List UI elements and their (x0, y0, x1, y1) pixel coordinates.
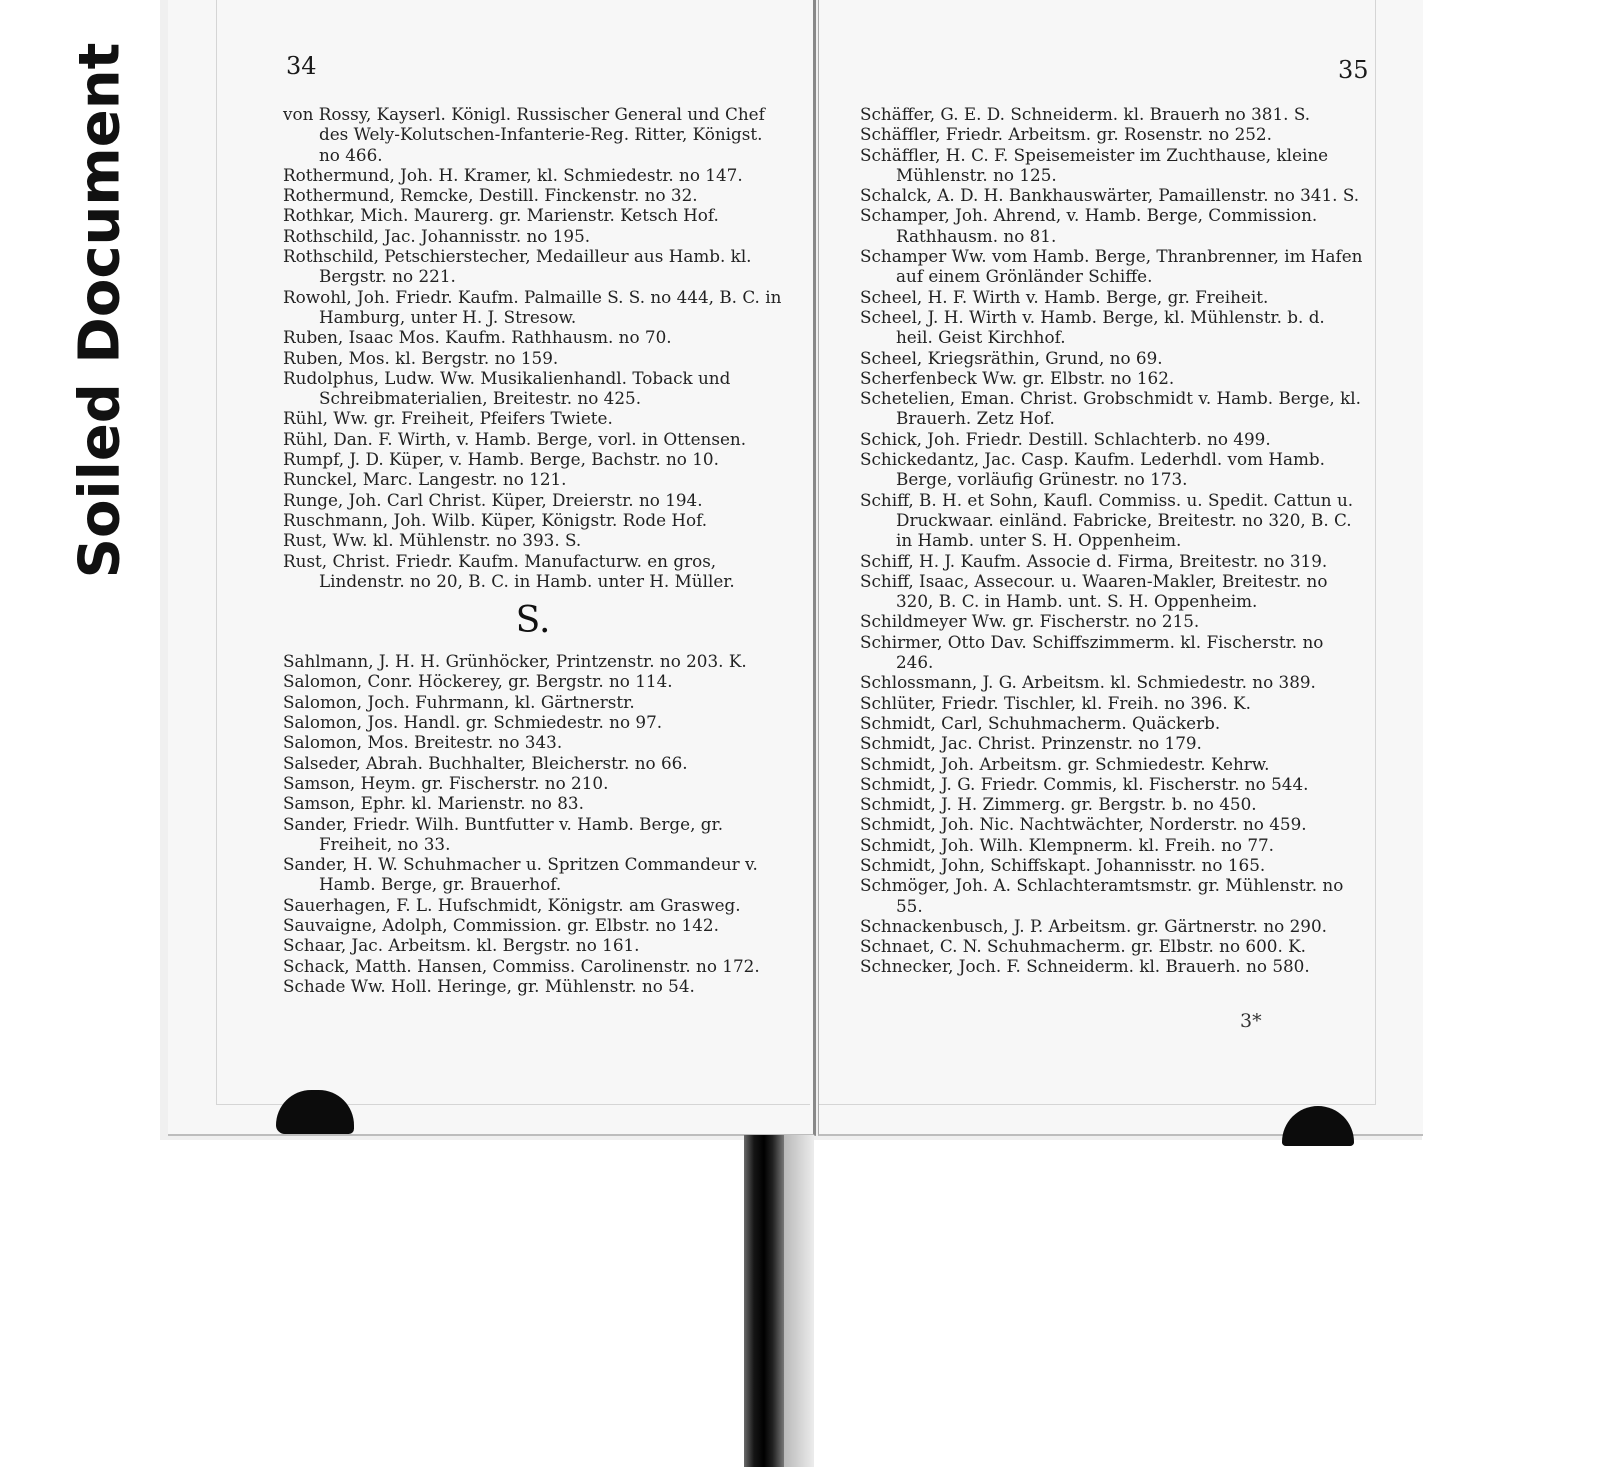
directory-entry: Schiff, Isaac, Assecour. u. Waaren-Makler, Breitestr. no 320, B. C. in Hamb. unt. S. H. Oppenheim. (860, 570, 1328, 612)
directory-entry: Sander, Friedr. Wilh. Buntfutter v. Hamb. Berge, gr. Freiheit, no 33. (283, 813, 724, 854)
section-heading-s: S. (515, 600, 551, 642)
directory-entry: Rühl, Dan. F. Wirth, v. Hamb. Berge, vorl. in Ottensen. (283, 428, 747, 449)
directory-entry: von Rossy, Kayserl. Königl. Russischer General und Chef des Wely-Kolutschen-Infanterie-Reg. Ritter, Königst. no 466. (283, 104, 765, 165)
directory-entry: Rothkar, Mich. Maurerg. gr. Marienstr. Ketsch Hof. (283, 205, 719, 226)
directory-entry: Schmidt, Joh. Wilh. Klempnerm. kl. Freih. no 77. (860, 834, 1275, 855)
directory-entry: Rumpf, J. D. Küper, v. Hamb. Berge, Bachstr. no 10. (283, 449, 719, 470)
directory-entry: Schnaet, C. N. Schuhmacherm. gr. Elbstr. no 600. K. (860, 936, 1306, 957)
directory-entry: Schamper Ww. vom Hamb. Berge, Thranbrenner, im Hafen auf einem Grönländer Schiffe. (860, 246, 1363, 287)
directory-entry: Sauerhagen, F. L. Hufschmidt, Königstr. am Grasweg. (283, 894, 741, 915)
directory-entry: Schildmeyer Ww. gr. Fischerstr. no 215. (860, 611, 1200, 632)
directory-entry: Ruschmann, Joh. Wilb. Küper, Königstr. Rode Hof. (283, 509, 708, 530)
directory-entry: Schnackenbusch, J. P. Arbeitsm. gr. Gärtnerstr. no 290. (860, 915, 1327, 936)
directory-entry: Scheel, Kriegsräthin, Grund, no 69. (860, 347, 1163, 368)
directory-entry: Rudolphus, Ludw. Ww. Musikalienhandl. Toback und Schreibmaterialien, Breitestr. no 425. (283, 367, 731, 409)
directory-entry: Schäffer, G. E. D. Schneiderm. kl. Brauerh no 381. S. (860, 104, 1311, 124)
directory-entry: Schmidt, J. G. Friedr. Commis, kl. Fischerstr. no 544. (860, 773, 1309, 794)
book-spine (744, 1135, 784, 1467)
directory-entry: Salomon, Jos. Handl. gr. Schmiedestr. no 97. (283, 712, 663, 733)
directory-entry: Salomon, Mos. Breitestr. no 343. (283, 732, 563, 753)
directory-entry: Schamper, Joh. Ahrend, v. Hamb. Berge, Commission. Rathhausm. no 81. (860, 205, 1318, 246)
directory-entry: Rust, Ww. kl. Mühlenstr. no 393. S. (283, 530, 582, 551)
directory-entry: Sander, H. W. Schuhmacher u. Spritzen Commandeur v. Hamb. Berge, gr. Brauerhof. (283, 854, 758, 895)
directory-entry: Schetelien, Eman. Christ. Grobschmidt v. Hamb. Berge, kl. Brauerh. Zetz Hof. (860, 388, 1361, 429)
directory-entry: Schnecker, Joch. F. Schneiderm. kl. Brauerh. no 580. (860, 956, 1310, 977)
directory-entry: Rühl, Ww. gr. Freiheit, Pfeifers Twiete. (283, 408, 613, 429)
directory-entry: Sahlmann, J. H. H. Grünhöcker, Printzenstr. no 203. K. (283, 651, 747, 672)
directory-entry: Rothermund, Joh. H. Kramer, kl. Schmiedestr. no 147. (283, 164, 743, 185)
directory-entry: Samson, Heym. gr. Fischerstr. no 210. (283, 772, 609, 793)
directory-entry: Schmidt, Jac. Christ. Prinzenstr. no 179. (860, 733, 1202, 754)
directory-entry: Schmidt, John, Schiffskapt. Johannisstr. no 165. (860, 854, 1266, 875)
directory-entry: Schiff, B. H. et Sohn, Kaufl. Commiss. u. Spedit. Cattun u. Druckwaar. einländ. Fabricke, Breitestr. no 320, B. C. in Hamb. unter S. H. Oppenheim. (860, 489, 1354, 551)
directory-entry: Runckel, Marc. Langestr. no 121. (283, 469, 567, 490)
directory-entry: Rowohl, Joh. Friedr. Kaufm. Palmaille S. S. no 444, B. C. in Hamburg, unter H. J. Stresow. (283, 286, 782, 327)
directory-entry: Schade Ww. Holl. Heringe, gr. Mühlenstr. no 54. (283, 975, 695, 996)
directory-entry: Scheel, J. H. Wirth v. Hamb. Berge, kl. Mühlenstr. b. d. heil. Geist Kirchhof. (860, 306, 1325, 348)
directory-entry: Ruben, Mos. kl. Bergstr. no 159. (283, 347, 559, 368)
stamp-label: Soiled Document (67, 42, 133, 578)
directory-entry: Sauvaigne, Adolph, Commission. gr. Elbstr. no 142. (283, 914, 719, 935)
directory-entry: Schmidt, J. H. Zimmerg. gr. Bergstr. b. no 450. (860, 794, 1257, 815)
directory-entry: Rothermund, Remcke, Destill. Finckenstr. no 32. (283, 185, 698, 206)
left-page-number: 34 (286, 52, 317, 80)
directory-entry: Schick, Joh. Friedr. Destill. Schlachterb. no 499. (860, 428, 1271, 449)
directory-entry: Samson, Ephr. kl. Marienstr. no 83. (283, 793, 584, 814)
directory-entry: Salomon, Joch. Fuhrmann, kl. Gärtnerstr. (283, 691, 635, 712)
directory-entry: Schirmer, Otto Dav. Schiffszimmerm. kl. Fischerstr. no 246. (860, 631, 1324, 673)
left-column (283, 104, 783, 996)
directory-entry: Rothschild, Petschierstecher, Medailleur aus Hamb. kl. Bergstr. no 221. (283, 246, 752, 287)
directory-entry: Schlüter, Friedr. Tischler, kl. Freih. no 396. K. (860, 692, 1251, 713)
directory-entry: Salomon, Conr. Höckerey, gr. Bergstr. no 114. (283, 671, 673, 692)
signature-mark: 3* (1240, 1010, 1262, 1032)
directory-entry: Ruben, Isaac Mos. Kaufm. Rathhausm. no 70. (283, 327, 672, 348)
directory-entry: Scheel, H. F. Wirth v. Hamb. Berge, gr. Freiheit. (860, 286, 1269, 307)
directory-entry: Schalck, A. D. H. Bankhauswärter, Pamaillenstr. no 341. S. (860, 185, 1360, 206)
directory-entry: Scherfenbeck Ww. gr. Elbstr. no 162. (860, 367, 1175, 388)
directory-entry: Schmidt, Joh. Nic. Nachtwächter, Norderstr. no 459. (860, 814, 1307, 835)
directory-entry: Schmidt, Joh. Arbeitsm. gr. Schmiedestr. Kehrw. (860, 753, 1270, 774)
directory-entry: Schlossmann, J. G. Arbeitsm. kl. Schmiedestr. no 389. (860, 672, 1316, 693)
left-entries-r (283, 104, 783, 591)
directory-entry: Schiff, H. J. Kaufm. Associe d. Firma, Breitestr. no 319. (860, 550, 1328, 571)
right-column (860, 104, 1366, 977)
directory-entry: Salseder, Abrah. Buchhalter, Bleicherstr. no 66. (283, 752, 688, 773)
left-entries-s (283, 651, 783, 996)
directory-entry: Schäffler, Friedr. Arbeitsm. gr. Rosenstr. no 252. (860, 124, 1272, 145)
soiled-document-stamp (30, 40, 170, 580)
right-page-number: 35 (1338, 56, 1369, 84)
directory-entry: Runge, Joh. Carl Christ. Küper, Dreierstr. no 194. (283, 489, 703, 510)
spine-shadow (784, 1135, 814, 1467)
directory-entry: Schäffler, H. C. F. Speisemeister im Zuchthause, kleine Mühlenstr. no 125. (860, 144, 1329, 185)
directory-entry: Schmidt, Carl, Schuhmacherm. Quäckerb. (860, 712, 1221, 733)
directory-entry: Rust, Christ. Friedr. Kaufm. Manufacturw. en gros, Lindenstr. no 20, B. C. in Hamb. unter H. Müller. (283, 550, 735, 591)
directory-entry: Rothschild, Jac. Johannisstr. no 195. (283, 225, 591, 246)
directory-entry: Schmöger, Joh. A. Schlachteramtsmstr. gr. Mühlenstr. no 55. (860, 875, 1344, 916)
directory-entry: Schack, Matth. Hansen, Commiss. Carolinenstr. no 172. (283, 955, 760, 976)
directory-entry: Schaar, Jac. Arbeitsm. kl. Bergstr. no 161. (283, 935, 640, 956)
right-entries (860, 104, 1366, 977)
directory-entry: Schickedantz, Jac. Casp. Kaufm. Lederhdl. vom Hamb. Berge, vorläufig Grünestr. no 173. (860, 449, 1325, 490)
